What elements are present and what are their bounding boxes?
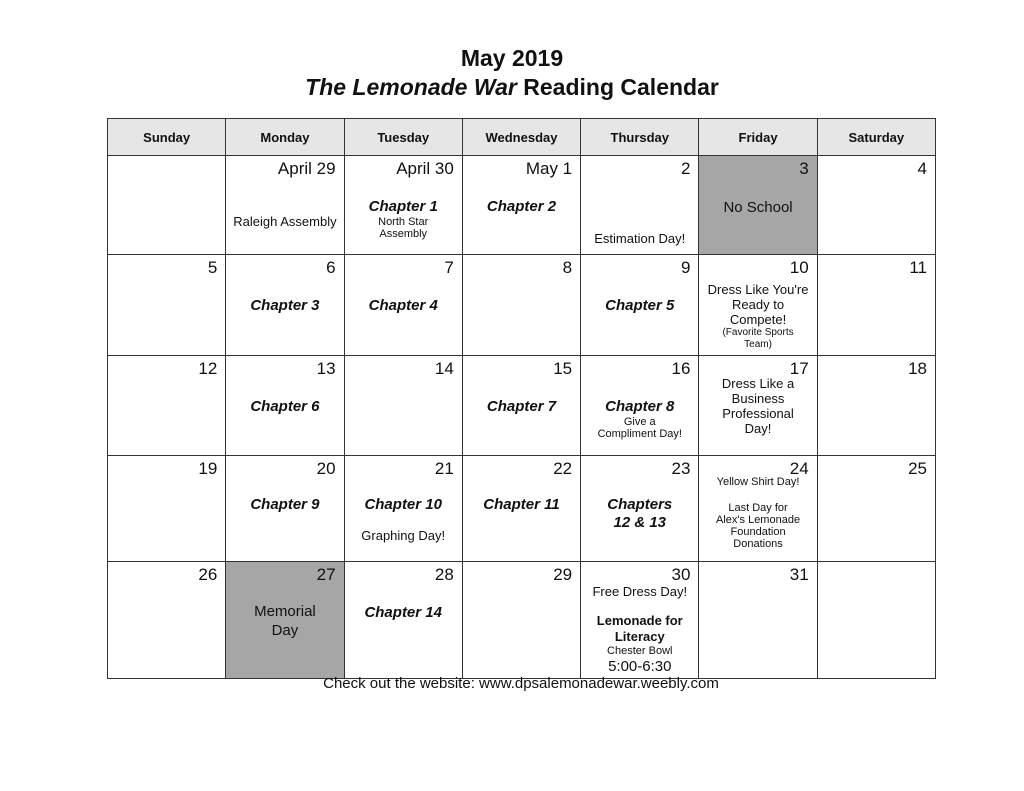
chapter-label: Chapter 5 bbox=[605, 297, 675, 314]
day-cell bbox=[817, 255, 935, 356]
day-events bbox=[226, 297, 343, 315]
day-number: 7 bbox=[444, 258, 454, 277]
day-events bbox=[463, 496, 580, 514]
week-row bbox=[108, 562, 936, 679]
day-number: 3 bbox=[799, 159, 809, 178]
day-number: 17 bbox=[789, 359, 809, 378]
day-events bbox=[699, 476, 816, 550]
day-events bbox=[463, 198, 580, 216]
event-text: Raleigh Assembly bbox=[233, 214, 337, 229]
day-cell bbox=[817, 356, 935, 456]
chapter-label: 12 & 13 bbox=[613, 514, 667, 531]
day-cell bbox=[108, 562, 226, 679]
chapter-label: Chapter 9 bbox=[250, 496, 320, 513]
event-text: Foundation bbox=[730, 526, 786, 538]
day-number: 23 bbox=[671, 459, 691, 478]
day-number: 22 bbox=[553, 459, 573, 478]
day-number: 14 bbox=[434, 359, 454, 378]
day-cell bbox=[226, 456, 344, 562]
day-cell bbox=[817, 456, 935, 562]
event-text: Memorial bbox=[254, 603, 316, 620]
day-events bbox=[345, 604, 462, 622]
day-number: April 29 bbox=[277, 159, 336, 178]
day-number: 19 bbox=[198, 459, 218, 478]
day-events bbox=[345, 198, 462, 240]
event-text: Give a bbox=[623, 416, 656, 428]
chapter-label: Chapter 1 bbox=[368, 198, 438, 215]
event-text bbox=[699, 488, 816, 502]
event-text: Alex's Lemonade bbox=[716, 514, 801, 526]
weekday-header-friday: Friday bbox=[699, 119, 817, 156]
day-number: 29 bbox=[553, 565, 573, 584]
day-events bbox=[581, 297, 698, 315]
day-cell bbox=[344, 255, 462, 356]
event-text: Donations bbox=[733, 538, 783, 550]
day-number: 28 bbox=[434, 565, 454, 584]
day-number: 13 bbox=[316, 359, 336, 378]
day-cell bbox=[699, 156, 817, 255]
calendar-grid bbox=[107, 118, 936, 679]
day-number: 9 bbox=[680, 258, 691, 277]
day-cell bbox=[108, 456, 226, 562]
day-number: 27 bbox=[316, 565, 336, 584]
day-events bbox=[699, 198, 816, 217]
week-row bbox=[108, 456, 936, 562]
event-text: Literacy bbox=[614, 629, 665, 644]
event-text: (Favorite Sports bbox=[722, 327, 794, 338]
day-number: 15 bbox=[553, 359, 573, 378]
day-events bbox=[226, 214, 343, 229]
event-text: Last Day for bbox=[728, 502, 788, 514]
chapter-label: Chapters bbox=[607, 496, 673, 513]
weekday-header-monday: Monday bbox=[226, 119, 344, 156]
day-events bbox=[699, 282, 816, 351]
weekday-header-saturday: Saturday bbox=[817, 119, 935, 156]
day-number: 18 bbox=[908, 359, 927, 378]
day-events bbox=[581, 584, 698, 676]
event-text bbox=[345, 514, 462, 528]
day-cell bbox=[581, 456, 699, 562]
day-events bbox=[699, 376, 816, 436]
weekday-header-row bbox=[108, 119, 936, 156]
day-cell bbox=[462, 255, 580, 356]
day-cell bbox=[817, 156, 935, 255]
event-text: Graphing Day! bbox=[361, 528, 446, 543]
day-number: 11 bbox=[909, 258, 927, 277]
event-text: Dress Like a bbox=[721, 376, 795, 391]
day-events bbox=[226, 398, 343, 416]
weekday-header-wednesday: Wednesday bbox=[462, 119, 580, 156]
event-text: Day bbox=[271, 622, 299, 639]
event-text: Yellow Shirt Day! bbox=[716, 476, 800, 488]
weekday-header-tuesday: Tuesday bbox=[344, 119, 462, 156]
event-text: Chester Bowl bbox=[607, 645, 673, 657]
day-number: 16 bbox=[671, 359, 691, 378]
day-number: 4 bbox=[917, 159, 927, 178]
day-number: 5 bbox=[207, 258, 218, 277]
day-number: 30 bbox=[671, 565, 691, 584]
day-events bbox=[345, 297, 462, 315]
day-cell bbox=[462, 156, 580, 255]
event-text: Free Dress Day! bbox=[592, 584, 688, 599]
day-cell bbox=[226, 356, 344, 456]
day-cell bbox=[581, 356, 699, 456]
chapter-label: Chapter 6 bbox=[250, 398, 320, 415]
calendar-subtitle bbox=[0, 74, 1024, 101]
event-text: Team) bbox=[744, 339, 772, 350]
chapter-label: Chapter 8 bbox=[605, 398, 675, 415]
event-text: Ready to bbox=[732, 297, 785, 312]
day-cell bbox=[699, 255, 817, 356]
week-row bbox=[108, 356, 936, 456]
week-row bbox=[108, 156, 936, 255]
book-title: The Lemonade War bbox=[305, 74, 517, 100]
event-text: Dress Like You're bbox=[707, 282, 809, 297]
event-text: Business bbox=[731, 391, 785, 406]
event-text: Compete! bbox=[729, 312, 787, 327]
day-cell bbox=[581, 562, 699, 679]
chapter-label: Chapter 4 bbox=[368, 297, 438, 314]
day-cell bbox=[462, 356, 580, 456]
day-number: 31 bbox=[789, 565, 809, 584]
day-cell bbox=[344, 156, 462, 255]
day-number: 6 bbox=[326, 258, 336, 277]
day-number: 21 bbox=[434, 459, 454, 478]
event-text: North Star bbox=[378, 216, 429, 228]
day-cell bbox=[462, 456, 580, 562]
day-events bbox=[226, 602, 343, 640]
day-cell bbox=[344, 356, 462, 456]
day-cell bbox=[226, 156, 344, 255]
calendar-month-title: May 2019 bbox=[460, 45, 564, 71]
day-events bbox=[581, 496, 698, 532]
chapter-label: Chapter 7 bbox=[486, 398, 557, 415]
day-cell bbox=[699, 562, 817, 679]
day-cell bbox=[817, 562, 935, 679]
event-text: Assembly bbox=[379, 228, 428, 240]
day-number: 20 bbox=[316, 459, 336, 478]
day-number: 8 bbox=[562, 258, 573, 277]
day-number: May 1 bbox=[525, 159, 573, 178]
chapter-label: Chapter 11 bbox=[483, 496, 560, 513]
day-cell bbox=[344, 562, 462, 679]
event-text: Day! bbox=[744, 421, 772, 436]
weekday-header-thursday: Thursday bbox=[581, 119, 699, 156]
event-text: No School bbox=[723, 199, 793, 216]
day-cell bbox=[462, 562, 580, 679]
day-number: 25 bbox=[908, 459, 927, 478]
event-text: Estimation Day! bbox=[594, 231, 686, 246]
day-events bbox=[581, 231, 698, 246]
day-number: 10 bbox=[789, 258, 809, 277]
day-number: 24 bbox=[789, 459, 809, 478]
chapter-label: Chapter 2 bbox=[486, 198, 557, 215]
day-events bbox=[345, 496, 462, 543]
day-cell bbox=[108, 356, 226, 456]
day-number: 2 bbox=[680, 159, 691, 178]
day-cell bbox=[108, 156, 226, 255]
chapter-label: Chapter 14 bbox=[364, 604, 442, 621]
day-cell bbox=[581, 255, 699, 356]
day-number: 26 bbox=[198, 565, 218, 584]
event-text bbox=[581, 599, 698, 613]
day-cell bbox=[699, 356, 817, 456]
subtitle-rest: Reading Calendar bbox=[516, 74, 719, 100]
event-text: Professional bbox=[722, 406, 794, 421]
chapter-label: Chapter 3 bbox=[250, 297, 320, 314]
event-text: Lemonade for bbox=[596, 613, 683, 628]
day-cell bbox=[344, 456, 462, 562]
day-events bbox=[581, 398, 698, 440]
day-cell bbox=[699, 456, 817, 562]
event-text: 5:00-6:30 bbox=[608, 658, 672, 675]
website-footer: Check out the website: www.dpsalemonadewar.weebly.com bbox=[323, 675, 719, 692]
event-text: Compliment Day! bbox=[597, 428, 682, 440]
weekday-header-sunday: Sunday bbox=[108, 119, 226, 156]
day-events bbox=[226, 496, 343, 514]
day-number: 12 bbox=[198, 359, 218, 378]
day-events bbox=[463, 398, 580, 416]
week-row bbox=[108, 255, 936, 356]
day-cell bbox=[581, 156, 699, 255]
chapter-label: Chapter 10 bbox=[364, 496, 442, 513]
day-cell bbox=[108, 255, 226, 356]
day-cell bbox=[226, 255, 344, 356]
day-number: April 30 bbox=[396, 159, 454, 178]
day-cell bbox=[226, 562, 344, 679]
